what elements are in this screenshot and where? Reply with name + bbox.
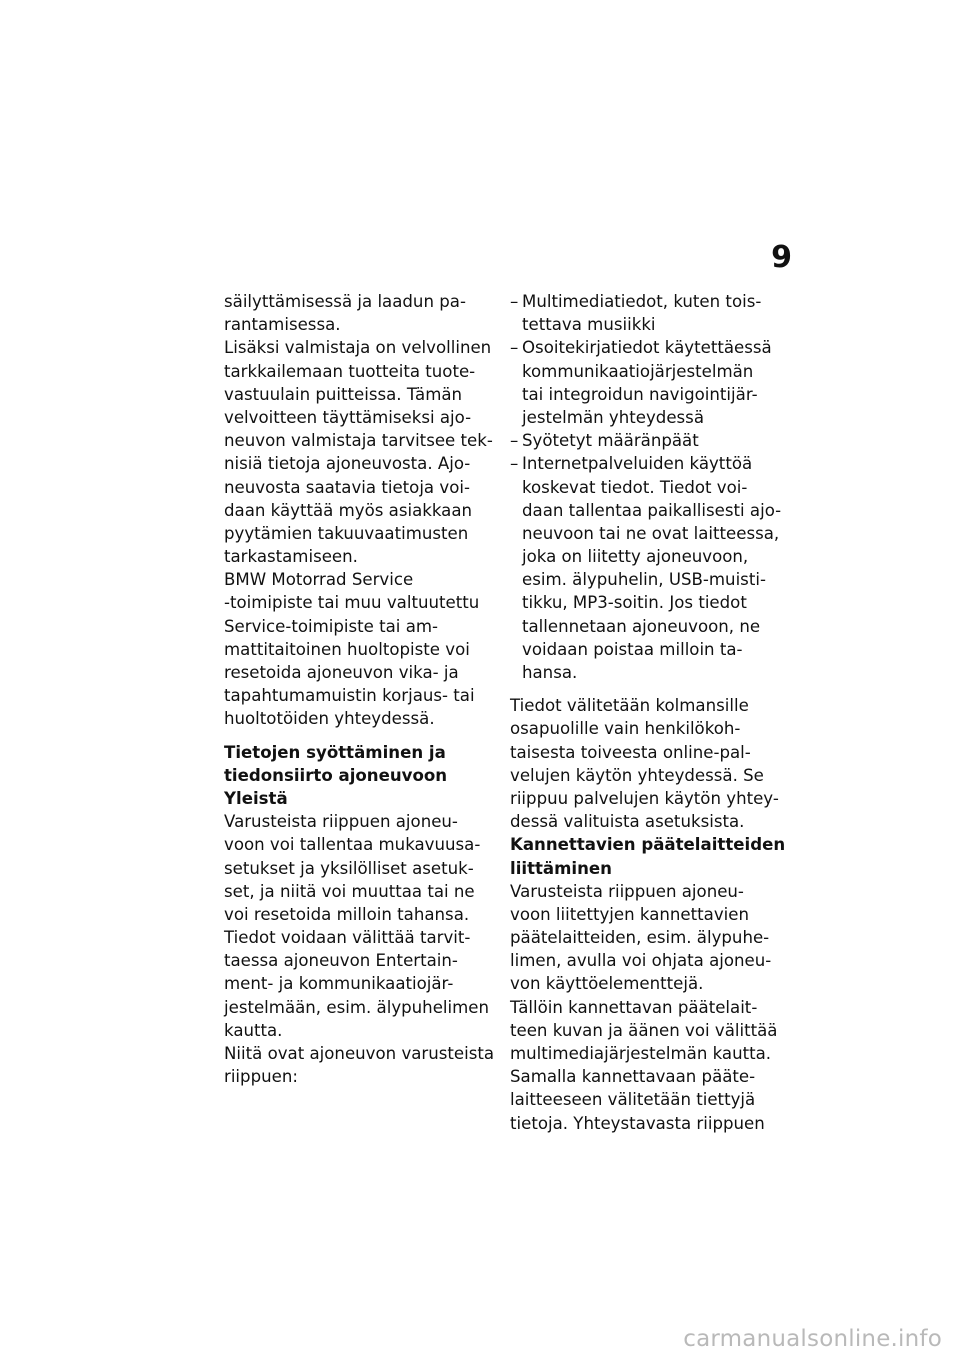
text-line: velvoitteen täyttämiseksi ajo- — [224, 407, 472, 427]
list-item — [510, 429, 780, 452]
text-line: tettava musiikki — [522, 315, 656, 335]
paragraph-tiedot — [224, 926, 494, 1042]
text-line: jestelmän yhteydessä — [522, 407, 704, 427]
text-line: päätelaitteiden, esim. älypuhe- — [510, 928, 770, 948]
text-line: Niitä ovat ajoneuvon varusteista — [224, 1044, 495, 1063]
text-line: voon voi tallentaa mukavuusa- — [224, 835, 481, 855]
heading-line: liittäminen — [510, 858, 612, 878]
paragraph-talloin — [510, 996, 780, 1135]
section-heading — [510, 833, 786, 879]
heading-line: Kannettavien päätelaitteiden — [510, 835, 786, 855]
text-line: ment- ja kommunikaatiojär- — [224, 974, 454, 994]
paragraph-niita — [224, 1042, 494, 1088]
subsection-heading: Yleistä — [224, 788, 288, 808]
text-line: Varusteista riippuen ajoneu- — [510, 881, 744, 901]
text-line: Tällöin kannettavan päätelait- — [510, 997, 758, 1017]
text-line: vastuulain puitteissa. Tämän — [224, 384, 463, 404]
text-line: velujen käytön yhteydessä. Se — [510, 765, 764, 785]
text-line: limen, avulla voi ohjata ajoneu- — [510, 951, 772, 971]
text-line: säilyttämisessä ja laadun pa- — [224, 292, 466, 311]
text-line: koskevat tiedot. Tiedot voi- — [522, 477, 748, 497]
text-line: joka on liitetty ajoneuvoon, — [522, 547, 749, 567]
text-line: riippuu palvelujen käytön yhtey- — [510, 788, 779, 808]
text-line: Tiedot voidaan välittää tarvit- — [224, 928, 471, 948]
text-line: resetoida ajoneuvon vika- ja — [224, 663, 459, 682]
text-line: -toimipiste tai muu valtuutettu — [224, 593, 480, 613]
text-line: Varusteista riippuen ajoneu- — [224, 812, 458, 832]
text-line: tai integroidun navigointijär- — [522, 384, 758, 404]
paragraph-liitettyjen — [510, 880, 780, 996]
text-line: huoltotöiden yhteydessä. — [224, 709, 435, 729]
section-heading — [224, 741, 494, 787]
text-line: Service-toimipiste tai am- — [224, 616, 439, 636]
text-line: tikku, MP3-soitin. Jos tiedot — [522, 593, 747, 613]
text-line: neuvosta saatavia tietoja voi- — [224, 477, 470, 497]
page-number: 9 — [771, 240, 792, 275]
heading-line: Tietojen syöttäminen ja — [224, 742, 446, 762]
text-line: setukset ja yksilölliset asetuk- — [224, 858, 474, 878]
paragraph-bmw-service — [224, 568, 494, 730]
paragraph-varusteista — [224, 810, 494, 926]
paragraph-kolmansille — [510, 694, 780, 833]
text-line: daan tallentaa paikallisesti ajo- — [522, 500, 782, 520]
text-line: kautta. — [224, 1020, 283, 1040]
text-line: – Syötetyt määränpäät — [510, 429, 780, 452]
list-item — [510, 452, 780, 684]
text-line: voi resetoida milloin tahansa. — [224, 904, 470, 924]
right-column — [510, 290, 786, 1135]
text-line: taessa ajoneuvon Entertain- — [224, 951, 458, 971]
text-line: mattitaitoinen huoltopiste voi — [224, 639, 470, 659]
text-line: pyytämien takuuvaatimusten — [224, 523, 469, 543]
text-line: taisesta toiveesta online-pal- — [510, 742, 751, 762]
dash-bullet-icon: – — [510, 292, 519, 311]
text-line: set, ja niitä voi muuttaa tai ne — [224, 881, 475, 901]
text-line: nisiä tietoja ajoneuvosta. Ajo- — [224, 454, 471, 474]
text-line: laitteeseen välitetään tiettyjä — [510, 1090, 756, 1110]
text-line: BMW Motorrad Service — [224, 570, 414, 590]
text-line: multimediajärjestelmän kautta. — [510, 1044, 772, 1063]
text-line: voidaan poistaa milloin ta- — [522, 639, 743, 659]
text-line: – Osoitekirjatiedot käytettäessä — [510, 336, 780, 359]
text-line: Lisäksi valmistaja on velvollinen — [224, 338, 492, 358]
text-line: tarkastamiseen. — [224, 547, 358, 567]
text-line: hansa. — [522, 663, 578, 682]
text-line: voon liitettyjen kannettavien — [510, 904, 749, 924]
bullet-list — [510, 290, 780, 684]
text-line: tallennetaan ajoneuvoon, ne — [522, 616, 761, 636]
text-line: dessä valituista asetuksista. — [510, 812, 745, 832]
list-item — [510, 290, 780, 336]
text-line: osapuolille vain henkilökoh- — [510, 719, 741, 739]
dash-bullet-icon: – — [510, 454, 519, 474]
intro-paragraph — [224, 290, 494, 336]
text-line: Samalla kannettavaan pääte- — [510, 1067, 756, 1087]
paragraph-lisaksi — [224, 336, 494, 568]
text-line: teen kuvan ja äänen voi välittää — [510, 1020, 778, 1040]
left-column — [224, 290, 494, 1088]
text-line: tietoja. Yhteystavasta riippuen — [510, 1113, 765, 1133]
text-line: – Multimediatiedot, kuten tois- — [510, 290, 780, 313]
watermark: carmanualsonline.info — [683, 1326, 942, 1352]
text-line: neuvoon tai ne ovat laitteessa, — [522, 523, 780, 543]
text-line: riippuen: — [224, 1067, 298, 1087]
text-line: von käyttöelementtejä. — [510, 974, 704, 994]
text-line: tarkkailemaan tuotteita tuote- — [224, 361, 476, 381]
text-line: jestelmään, esim. älypuhelimen — [224, 997, 490, 1017]
dash-bullet-icon: – — [510, 431, 519, 451]
heading-line: tiedonsiirto ajoneuvoon — [224, 765, 448, 785]
text-line: esim. älypuhelin, USB-muisti- — [522, 570, 766, 590]
text-line: – Internetpalveluiden käyttöä — [510, 452, 780, 475]
text-line: daan käyttää myös asiakkaan — [224, 500, 473, 520]
text-line: rantamisessa. — [224, 315, 341, 335]
text-line: neuvon valmistaja tarvitsee tek- — [224, 431, 493, 451]
dash-bullet-icon: – — [510, 338, 519, 358]
text-line: kommunikaatiojärjestelmän — [522, 361, 754, 381]
text-line: Tiedot välitetään kolmansille — [510, 696, 749, 716]
list-item — [510, 336, 780, 429]
text-line: tapahtumamuistin korjaus- tai — [224, 686, 475, 706]
